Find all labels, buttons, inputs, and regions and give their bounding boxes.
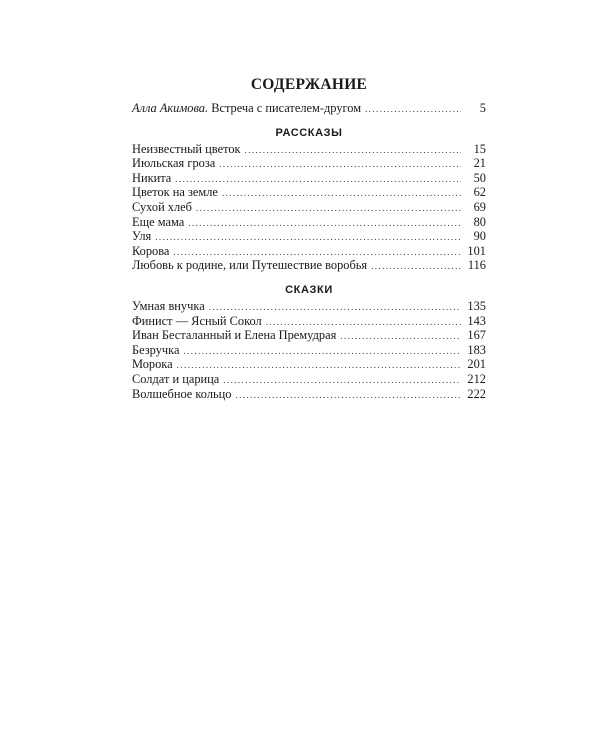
entry-title: Никита [132, 170, 172, 185]
entry-title-text: Встреча с писателем-другом [211, 101, 362, 115]
dot-leader [177, 359, 461, 373]
table-of-contents [132, 76, 486, 402]
entry-title: Корова [132, 243, 170, 258]
entry-title: Сухой хлеб [132, 199, 192, 214]
dot-leader [223, 374, 461, 388]
entry-page-number: 222 [467, 386, 486, 401]
dot-leader [340, 330, 461, 344]
entry-page-number: 90 [473, 229, 486, 244]
entry-page-number: 69 [473, 199, 486, 214]
entry-title: Морока [132, 357, 173, 372]
entry-author: Алла Акимова. [132, 101, 209, 115]
toc-entry [132, 300, 486, 315]
entry-title: Иван Бесталанный и Елена Премудрая [132, 328, 337, 343]
dot-leader [183, 345, 461, 359]
entry-page-number: 80 [473, 214, 486, 229]
entry-page-number: 5 [479, 101, 486, 115]
entry-page-number: 167 [467, 328, 486, 343]
entry-page-number: 62 [473, 185, 486, 200]
toc-entry [132, 344, 486, 359]
section-heading: РАССКАЗЫ [275, 126, 343, 139]
dot-leader [222, 187, 461, 201]
entry-page-number: 183 [467, 342, 486, 357]
entry-page-number: 101 [467, 243, 486, 258]
entry-title: Неизвестный цветок [132, 141, 241, 156]
toc-entry [132, 373, 486, 388]
dot-leader [209, 301, 461, 315]
toc-entry [132, 157, 486, 172]
entry-page-number: 21 [473, 156, 486, 171]
entry-title: Уля [132, 229, 152, 244]
entry-title: Еще мама [132, 214, 185, 229]
toc-entry [132, 358, 486, 373]
toc-entry [132, 329, 486, 344]
dot-leader [365, 103, 461, 117]
section-heading: СКАЗКИ [285, 283, 333, 296]
toc-entry [132, 216, 486, 231]
toc-entry [132, 388, 486, 403]
toc-entry [132, 186, 486, 201]
entry-title: Цветок на земле [132, 185, 218, 200]
toc-entry [132, 315, 486, 330]
dot-leader [188, 217, 461, 231]
toc-section-stories [132, 127, 486, 274]
toc-entry [132, 172, 486, 187]
entry-title: Умная внучка [132, 298, 205, 313]
entry-page-number: 15 [473, 141, 486, 156]
entry-page-number: 135 [467, 298, 486, 313]
entry-page-number: 143 [467, 313, 486, 328]
dot-leader [175, 173, 461, 187]
toc-entry [132, 201, 486, 216]
toc-entry [132, 230, 486, 245]
entry-title: Безручка [132, 342, 180, 357]
dot-leader [219, 158, 461, 172]
dot-leader [371, 260, 461, 274]
entry-page-number: 116 [467, 258, 486, 273]
toc-entry [132, 245, 486, 260]
entry-title: Солдат и царица [132, 371, 220, 386]
entry-title: Любовь к родине, или Путешествие воробья [132, 258, 368, 273]
dot-leader [173, 246, 461, 260]
entry-title: Волшебное кольцо [132, 386, 232, 401]
dot-leader [155, 231, 461, 245]
dot-leader [245, 144, 461, 158]
dot-leader [235, 389, 461, 403]
toc-entry [132, 143, 486, 158]
toc-section-fairy-tales [132, 284, 486, 402]
page-title: СОДЕРЖАНИЕ [250, 76, 368, 93]
entry-page-number: 201 [467, 357, 486, 372]
toc-entry-intro [132, 102, 486, 117]
entry-page-number: 50 [473, 170, 486, 185]
toc-entry [132, 259, 486, 274]
entry-title: Финист — Ясный Сокол [132, 313, 262, 328]
dot-leader [196, 202, 461, 216]
entry-title: Июльская гроза [132, 156, 216, 171]
entry-page-number: 212 [467, 371, 486, 386]
entry-title [132, 102, 361, 116]
dot-leader [266, 316, 461, 330]
